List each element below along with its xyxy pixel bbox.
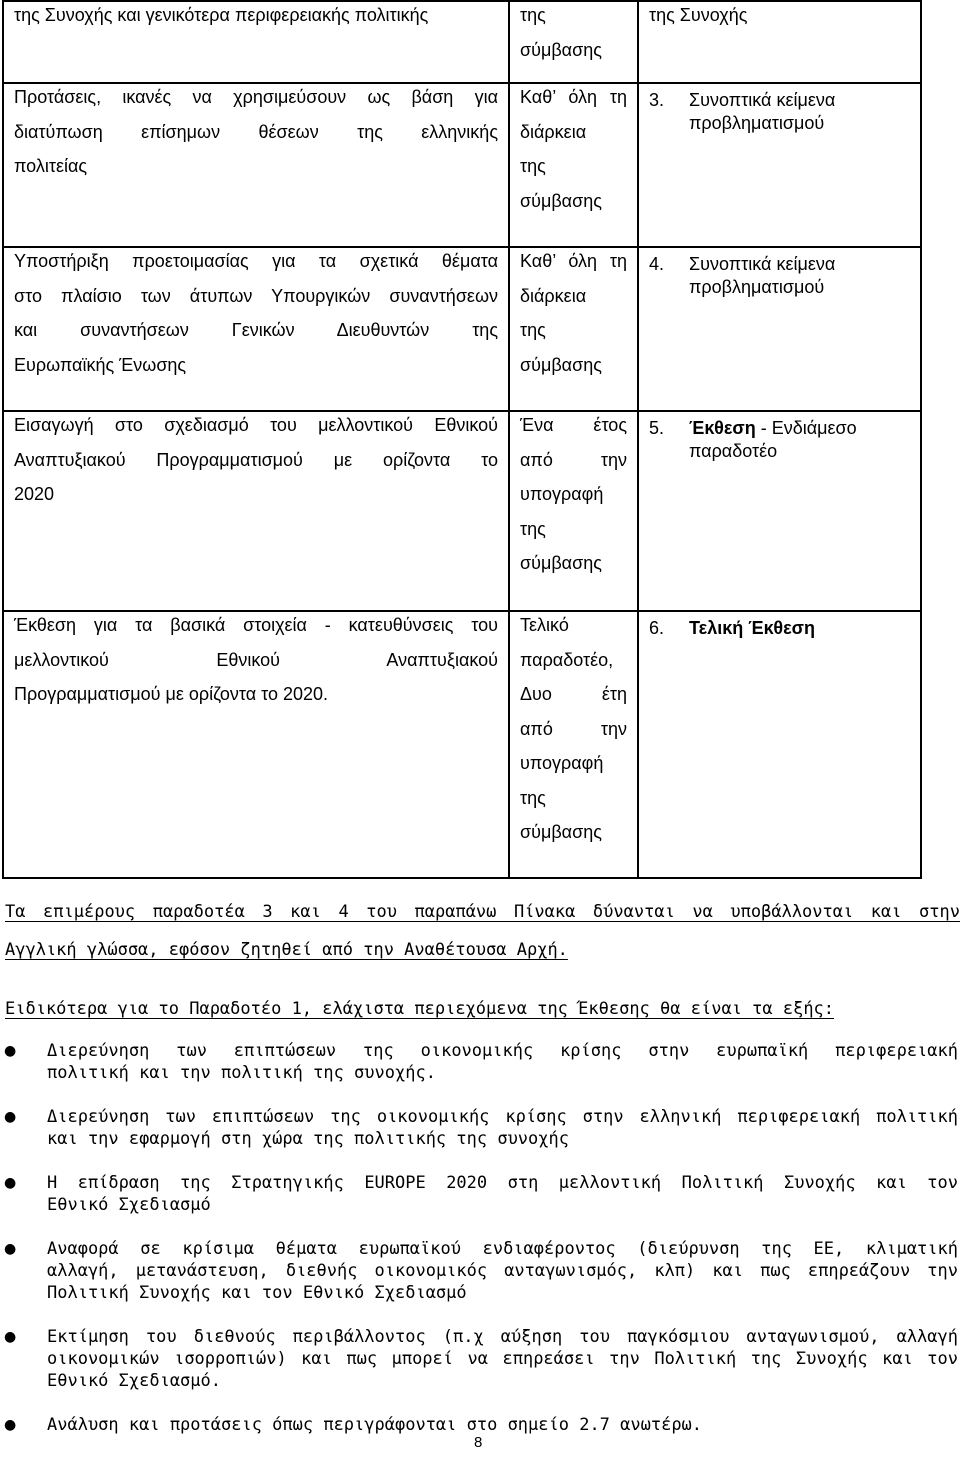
deliverable-title: Έκθεση <box>689 418 756 438</box>
timing-text-line: Τελικό <box>520 615 569 635</box>
activity-cell <box>3 83 509 247</box>
deliverable-text-line: Συνοπτικά κείμενα <box>689 90 836 110</box>
bullet-text-line: Εκτίμηση του διεθνούς περιβάλλοντος (π.χ αύξηση του παγκόσμιου ανταγωνισμού, αλλαγή <box>47 1327 958 1347</box>
deliverable-cell <box>638 611 921 878</box>
timing-cell <box>509 247 638 411</box>
bullet-dot-icon: ● <box>4 1109 17 1125</box>
activity-cell <box>3 1 509 83</box>
activity-cell <box>3 247 509 411</box>
deliverable-text-line: προβληματισμού <box>689 277 825 297</box>
bullet-dot-icon: ● <box>4 1329 17 1345</box>
timing-text-line: σύμβασης <box>520 822 602 842</box>
timing-text-line: διάρκεια <box>520 285 587 306</box>
activity-text-line: Προτάσεις, ικανές να χρησιμεύσουν ως βάση για <box>14 87 498 107</box>
bullet-text-line: πολιτική και την πολιτική της συνοχής. <box>47 1063 436 1083</box>
timing-text-line: Ένα έτος <box>520 415 627 435</box>
table-row <box>3 83 921 247</box>
note-line-1: Τα επιμέρους παραδοτέα 3 και 4 του παραπάνω Πίνακα δύνανται να υποβάλλονται και στην <box>5 902 960 922</box>
activity-cell <box>3 411 509 611</box>
activity-text-line: Έκθεση για τα βασικά στοιχεία - κατευθύνσεις του <box>14 615 498 635</box>
content-bullet-list <box>0 1040 958 1458</box>
activity-text-line: στο πλαίσιο των άτυπων Υπουργικών συναντήσεων <box>14 285 498 306</box>
timing-text-line: υπογραφή <box>520 753 604 773</box>
table-row <box>3 1 921 83</box>
timing-text-line: σύμβασης <box>520 553 602 573</box>
timing-text-line: σύμβασης <box>520 354 602 375</box>
bullet-text-line: Η επίδραση της Στρατηγικής EUROPE 2020 στη μελλοντική Πολιτική Συνοχής και τον <box>47 1173 958 1193</box>
deliverable-title: Τελική Έκθεση <box>689 618 815 638</box>
table-row <box>3 611 921 878</box>
bullet-text-line: Πολιτική Συνοχής και τον Εθνικό Σχεδιασμό <box>47 1283 467 1303</box>
activity-text-line: Εισαγωγή στο σχεδιασμό του μελλοντικού Εθνικού <box>14 415 498 435</box>
bullet-item <box>0 1238 958 1304</box>
bullet-item <box>0 1414 958 1436</box>
note-line-2: Αγγλική γλώσσα, εφόσον ζητηθεί από την Αναθέτουσα Αρχή. <box>5 940 568 960</box>
note-paragraph <box>5 893 960 969</box>
timing-text-line: της <box>520 5 546 25</box>
timing-text-line: Δυο έτη <box>520 684 627 704</box>
deliverable-text-line: της Συνοχής <box>649 5 748 25</box>
timing-text-line: Καθ’ όλη τη <box>520 87 627 107</box>
deliverable-cell <box>638 83 921 247</box>
timing-text-line: από την <box>520 718 627 739</box>
timing-text-line: της <box>520 320 546 340</box>
deliverable-number: 3. <box>649 90 665 110</box>
timing-text-line: της <box>520 518 546 539</box>
bullet-item <box>0 1106 958 1150</box>
bullet-text-line: Διερεύνηση των επιπτώσεων της οικονομικής κρίσης στην ευρωπαϊκή περιφερειακή <box>47 1041 958 1061</box>
deliverable-cell <box>638 247 921 411</box>
deliverable-text-line: προβληματισμού <box>689 113 825 133</box>
bullet-text-line: Εθνικό Σχεδιασμό. <box>47 1371 221 1391</box>
deliverable-subtitle: - Ενδιάμεσο <box>755 418 857 438</box>
timing-text-line: από την <box>520 449 627 470</box>
bullet-dot-icon: ● <box>4 1241 17 1257</box>
activity-text-line: Ευρωπαϊκής Ένωσης <box>14 354 187 375</box>
bullet-dot-icon: ● <box>4 1043 17 1059</box>
timing-text-line: της <box>520 156 546 176</box>
timing-text-line: υπογραφή <box>520 484 604 504</box>
timing-cell <box>509 83 638 247</box>
bullet-dot-icon: ● <box>4 1417 17 1433</box>
deliverable-number: 6. <box>649 618 665 638</box>
timing-cell <box>509 611 638 878</box>
page-number: 8 <box>474 1434 483 1451</box>
timing-text-line: παραδοτέο, <box>520 649 614 670</box>
activity-text-line: μελλοντικού Εθνικού Αναπτυξιακού <box>14 649 498 670</box>
bullet-item <box>0 1172 958 1216</box>
timing-text-line: σύμβασης <box>520 39 602 60</box>
bullet-text-line: Διερεύνηση των επιπτώσεων της οικονομικής κρίσης στην ελληνική περιφερειακή πολιτική <box>47 1107 958 1127</box>
deliverables-table <box>2 0 922 879</box>
activity-text-line: διατύπωση επίσημων θέσεων της ελληνικής <box>14 121 498 142</box>
activity-text-line: Προγραμματισμού με ορίζοντα το 2020. <box>14 684 329 704</box>
timing-text-line: σύμβασης <box>520 190 602 211</box>
bullet-item <box>0 1040 958 1084</box>
activity-text-line: Αναπτυξιακού Προγραμματισμού με ορίζοντα το <box>14 449 498 470</box>
timing-cell <box>509 1 638 83</box>
table-row <box>3 247 921 411</box>
timing-text-line: Καθ’ όλη τη <box>520 251 627 271</box>
section-heading <box>5 990 960 1028</box>
timing-cell <box>509 411 638 611</box>
table-row <box>3 411 921 611</box>
bullet-text-line: αλλαγή, μετανάστευση, διεθνής οικονομικός ανταγωνισμός, κλπ) και πως επηρεάζουν την <box>47 1261 958 1281</box>
deliverable-text-line: παραδοτέο <box>689 441 778 461</box>
bullet-text-line: και την εφαρμογή στη χώρα της πολιτικής της συνοχής <box>47 1129 569 1149</box>
bullet-text-line: Εθνικό Σχεδιασμό <box>47 1195 211 1215</box>
bullet-item <box>0 1326 958 1392</box>
activity-text-line: και συναντήσεων Γενικών Διευθυντών της <box>14 320 498 340</box>
timing-text-line: διάρκεια <box>520 121 587 142</box>
deliverable-cell <box>638 1 921 83</box>
activity-cell <box>3 611 509 878</box>
bullet-text-line: Ανάλυση και προτάσεις όπως περιγράφονται στο σημείο 2.7 ανωτέρω. <box>47 1415 703 1435</box>
section-heading-text: Ειδικότερα για το Παραδοτέο 1, ελάχιστα περιεχόμενα της Έκθεσης θα είναι τα εξής: <box>5 999 835 1019</box>
activity-text-line: 2020 <box>14 484 55 504</box>
deliverable-number: 5. <box>649 418 665 438</box>
activity-text-line: της Συνοχής και γενικότερα περιφερειακής πολιτικής <box>14 5 429 25</box>
deliverable-number: 4. <box>649 254 665 274</box>
timing-text-line: της <box>520 787 546 808</box>
bullet-text-line: οικονομικών ισορροπιών) και πως μπορεί να επηρεάσει την Πολιτική της Συνοχής και τον <box>47 1349 958 1369</box>
activity-text-line: Υποστήριξη προετοιμασίας για τα σχετικά θέματα <box>14 251 498 271</box>
bullet-text-line: Αναφορά σε κρίσιμα θέματα ευρωπαϊκού ενδιαφέροντος (διεύρυνση της ΕΕ, κλιματική <box>47 1239 958 1259</box>
bullet-dot-icon: ● <box>4 1175 17 1191</box>
deliverable-text-line: Συνοπτικά κείμενα <box>689 254 836 274</box>
activity-text-line: πολιτείας <box>14 156 88 176</box>
deliverable-cell <box>638 411 921 611</box>
